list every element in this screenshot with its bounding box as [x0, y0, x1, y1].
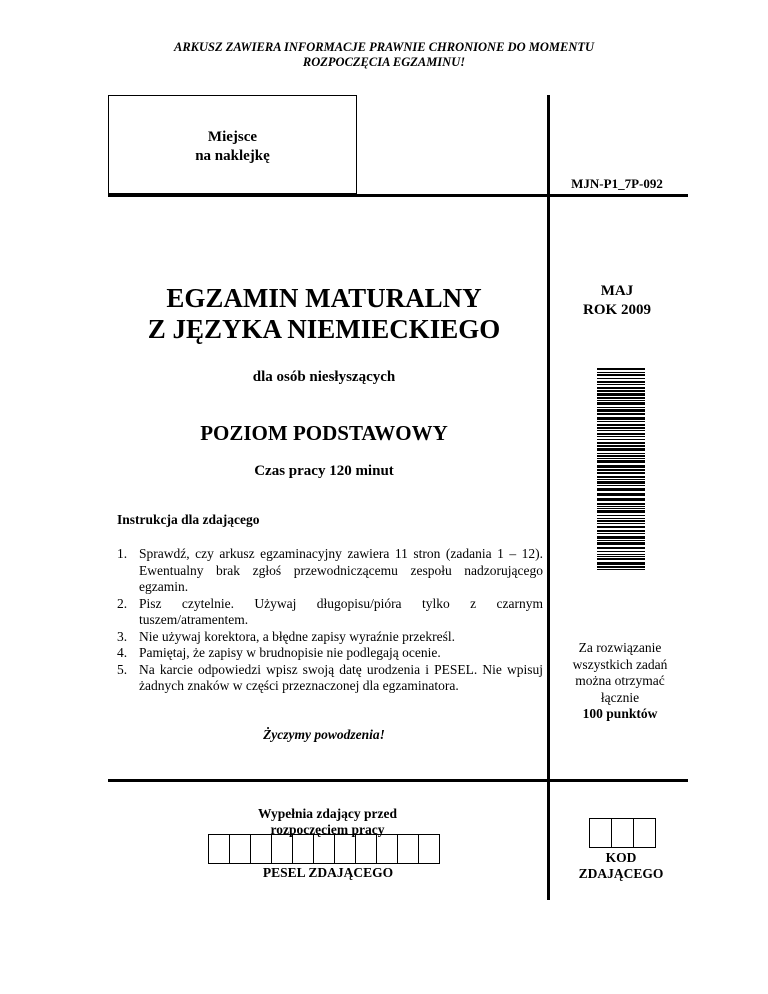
- instruction-text: Nie używaj korektora, a błędne zapisy wyraźnie przekreśl.: [139, 628, 455, 644]
- points-total: 100 punktów: [582, 706, 658, 721]
- exam-duration: Czas pracy 120 minut: [254, 463, 394, 479]
- digit-cell[interactable]: [209, 835, 230, 863]
- points-info: [555, 640, 685, 723]
- sticker-line-2: na naklejkę: [195, 148, 270, 164]
- top-horizontal-divider: [108, 194, 688, 197]
- session-month: MAJ: [600, 283, 634, 299]
- exam-title: [108, 283, 540, 345]
- sticker-line-1: Miejsce: [207, 129, 258, 145]
- digit-cell[interactable]: [634, 819, 656, 847]
- digit-cell[interactable]: [293, 835, 314, 863]
- bottom-horizontal-divider: [108, 779, 688, 782]
- digit-cell[interactable]: [314, 835, 335, 863]
- instruction-item: [117, 645, 543, 662]
- kod-label-line-1: KOD: [605, 850, 637, 865]
- barcode-icon: [597, 368, 645, 570]
- good-luck-message: Życzymy powodzenia!: [263, 727, 385, 742]
- instruction-item: [117, 596, 543, 629]
- digit-cell[interactable]: [230, 835, 251, 863]
- exam-title-line-1: EGZAMIN MATURALNY: [166, 283, 482, 313]
- exam-subtitle: dla osób niesłyszących: [252, 369, 396, 385]
- digit-cell[interactable]: [272, 835, 293, 863]
- exam-code: MJN-P1_7P-092: [571, 176, 663, 191]
- instruction-number: 4.: [117, 645, 128, 660]
- instruction-number: 5.: [117, 661, 128, 677]
- exam-title-line-2: Z JĘZYKA NIEMIECKIEGO: [147, 314, 501, 344]
- fill-in-line-2: rozpoczęciem pracy: [270, 822, 385, 837]
- fill-in-line-1: Wypełnia zdający przed: [258, 806, 397, 821]
- instructions-heading: Instrukcja dla zdającego: [117, 512, 260, 527]
- instruction-text: Sprawdź, czy arkusz egzaminacyjny zawiera 11 stron (zadania 1 – 12). Ewentualny brak zgłoś przewodniczącemu zespołu nadzorującego egzamin.: [139, 546, 543, 594]
- pesel-label: PESEL ZDAJĄCEGO: [262, 865, 394, 880]
- digit-cell[interactable]: [356, 835, 377, 863]
- exam-level: POZIOM PODSTAWOWY: [200, 421, 448, 445]
- digit-cell[interactable]: [398, 835, 419, 863]
- kod-label-line-2: ZDAJĄCEGO: [578, 866, 664, 881]
- sticker-placeholder-label: [109, 128, 356, 166]
- digit-cell[interactable]: [419, 835, 440, 863]
- points-line-4: łącznie: [600, 689, 640, 705]
- digit-cell[interactable]: [612, 819, 634, 847]
- digit-cell[interactable]: [377, 835, 398, 863]
- sticker-placeholder-box: [108, 95, 357, 194]
- instruction-text: Pisz czytelnie. Używaj długopisu/pióra tylko z czarnym tuszem/atramentem.: [139, 595, 543, 627]
- instruction-item: [117, 546, 543, 596]
- instruction-item: [117, 629, 543, 646]
- digit-cell[interactable]: [590, 819, 612, 847]
- instruction-item: [117, 662, 543, 695]
- kod-label: [562, 850, 680, 882]
- points-line-1: Za rozwiązanie: [578, 640, 662, 655]
- points-line-2: wszystkich zadań: [572, 656, 668, 672]
- session-year: ROK 2009: [583, 302, 651, 318]
- instruction-text: Pamiętaj, że zapisy w brudnopisie nie podlegają ocenie.: [139, 645, 441, 660]
- pesel-input-grid[interactable]: [208, 834, 440, 864]
- legal-notice: [0, 40, 768, 70]
- kod-input-grid[interactable]: [589, 818, 656, 848]
- digit-cell[interactable]: [251, 835, 272, 863]
- points-line-3: można otrzymać: [575, 673, 665, 688]
- instructions-list: [117, 546, 543, 695]
- instruction-number: 2.: [117, 595, 128, 611]
- instruction-number: 1.: [117, 546, 128, 561]
- instruction-number: 3.: [117, 628, 128, 644]
- exam-session: [562, 282, 672, 320]
- legal-notice-line-2: ROZPOCZĘCIA EGZAMINU!: [302, 55, 466, 69]
- digit-cell[interactable]: [335, 835, 356, 863]
- legal-notice-line-1: ARKUSZ ZAWIERA INFORMACJE PRAWNIE CHRONIONE DO MOMENTU: [173, 40, 595, 54]
- instruction-text: Na karcie odpowiedzi wpisz swoją datę urodzenia i PESEL. Nie wpisuj żadnych znaków w części przeznaczonej dla egzaminatora.: [139, 661, 543, 693]
